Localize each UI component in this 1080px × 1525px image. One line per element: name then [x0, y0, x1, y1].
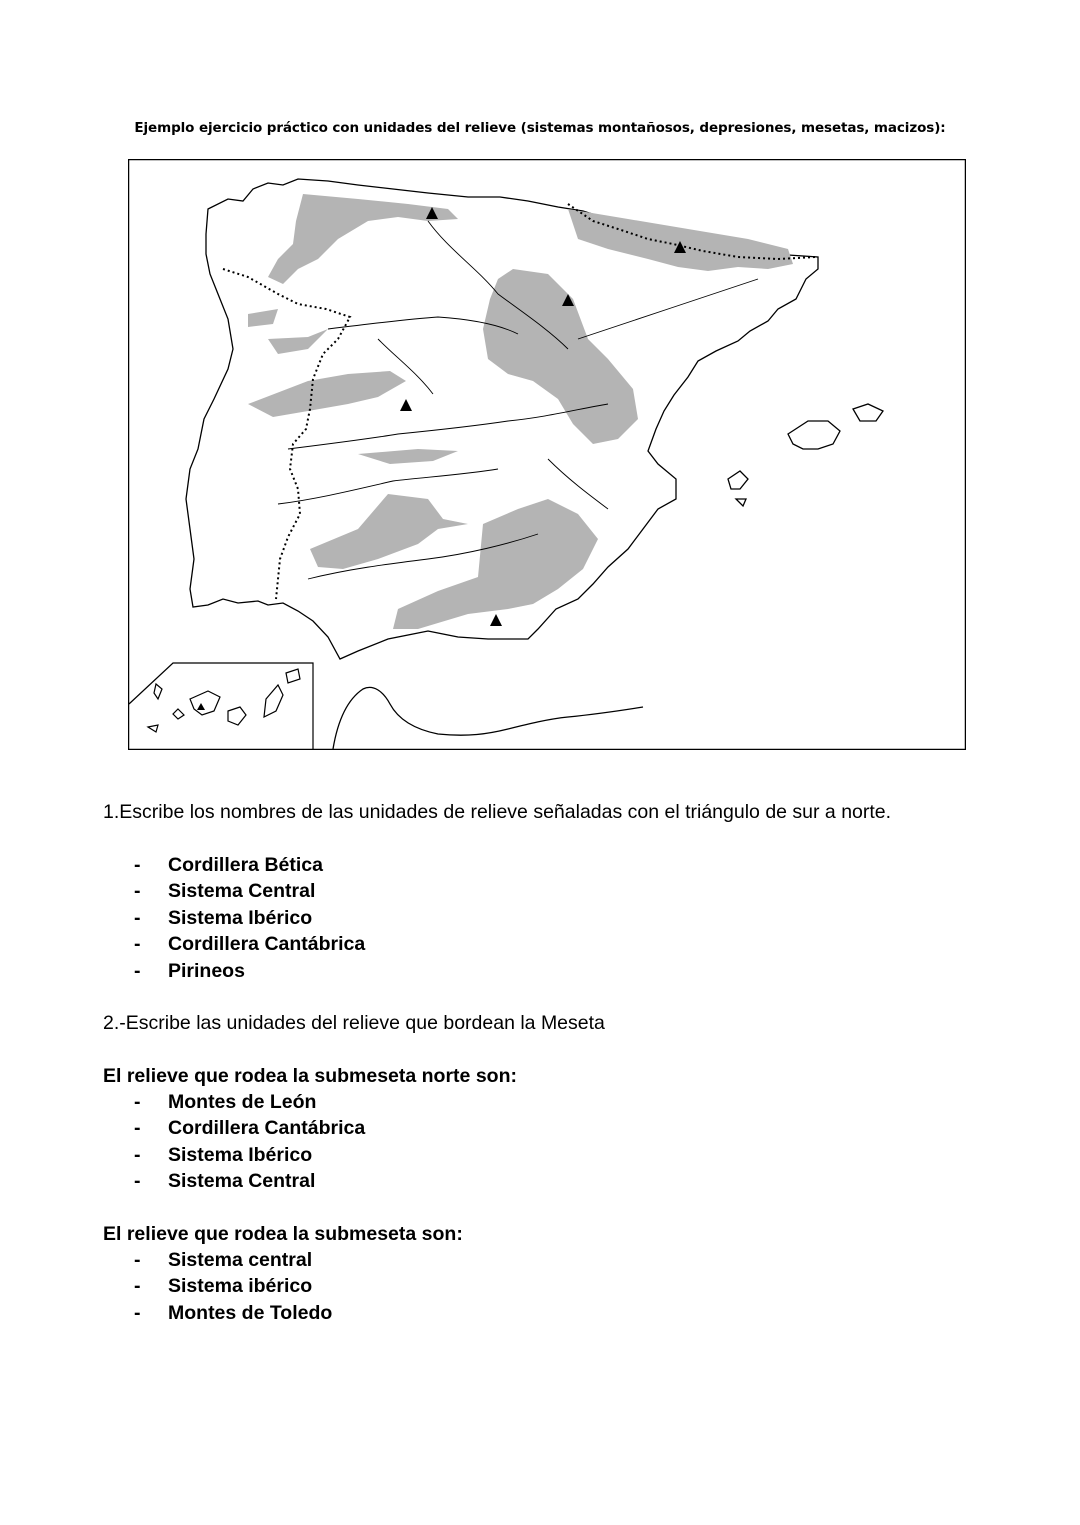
list-item: - Sistema Central — [134, 880, 316, 903]
answers-list-1 — [134, 852, 365, 984]
list-item: - Sistema central — [134, 1249, 313, 1271]
south-subheading: El relieve que rodea la submeseta son: — [103, 1223, 463, 1245]
answers-list-south — [134, 1247, 332, 1326]
list-item: - Cordillera Bética — [134, 854, 323, 876]
list-item: - Cordillera Cantábrica — [134, 933, 366, 956]
list-item: - Cordillera Cantábrica — [134, 1117, 366, 1140]
question-1: 1.Escribe los nombres de las unidades de relieve señaladas con el triángulo de sur a norte. — [103, 801, 892, 823]
list-item: - Pirineos — [134, 959, 245, 982]
question-2: 2.-Escribe las unidades del relieve que bordean la Meseta — [103, 1012, 605, 1034]
answers-list-north — [134, 1089, 365, 1195]
list-item: - Sistema Ibérico — [134, 906, 313, 929]
iberia-relief-map — [128, 159, 966, 750]
north-subheading: El relieve que rodea la submeseta norte son: — [103, 1065, 517, 1087]
list-item: - Montes de León — [134, 1091, 317, 1113]
list-item: - Sistema ibérico — [134, 1275, 313, 1298]
list-item: - Sistema Ibérico — [134, 1143, 313, 1166]
worksheet-heading: Ejemplo ejercicio práctico con unidades del relieve (sistemas montañosos, depresiones, mesetas, macizos): — [134, 120, 946, 136]
list-item: - Sistema Central — [134, 1170, 316, 1193]
list-item: - Montes de Toledo — [134, 1301, 333, 1324]
